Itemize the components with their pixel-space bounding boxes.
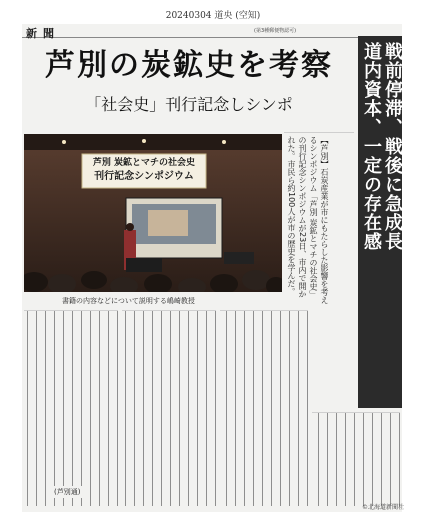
newspaper-clipping	[22, 24, 402, 512]
symposium-photo	[24, 134, 282, 292]
body-column-bottom-right	[312, 412, 400, 506]
masthead	[22, 24, 402, 38]
body-column-bottom-middle	[122, 310, 216, 506]
photo-caption: 書籍の内容などについて説明する嶋崎教授	[62, 297, 195, 305]
byline: (芦別通)	[54, 488, 81, 496]
paper-name: 新聞	[26, 27, 60, 40]
paper-meta: (第3種郵便物認可)	[254, 28, 297, 34]
banner-text	[82, 156, 206, 184]
body-column-bottom-left	[24, 310, 118, 506]
copyright: ©北海道新聞社	[361, 504, 404, 511]
lead-paragraph	[284, 132, 354, 306]
banner-line-2: 刊行記念シンポジウム	[94, 171, 194, 182]
banner-line-1: 芦別 炭鉱とマチの社会史	[92, 158, 196, 168]
clipping-header: 20240304 道央 (空知)	[165, 11, 261, 21]
side-headline-line-2: 道内資本、一定の存在感	[361, 42, 382, 251]
lead-text: 【芦別】石炭産業が市にもたらした影響を考えるシンポジウム「芦別 炭鉱とマチの社会史」の刊行記念シンポジウムが23日、市内で開かれた。市民ら約100人が市の歴史を学んだ。	[287, 136, 329, 304]
article-subhead: 「社会史」刊行記念しシンポ	[85, 95, 293, 114]
side-headline-line-1: 戦前停滞、戦後に急成長	[382, 42, 403, 251]
article-headline: 芦別の炭鉱史を考察	[45, 48, 333, 83]
body-column-bottom-center	[220, 310, 308, 506]
side-headline	[358, 36, 402, 408]
